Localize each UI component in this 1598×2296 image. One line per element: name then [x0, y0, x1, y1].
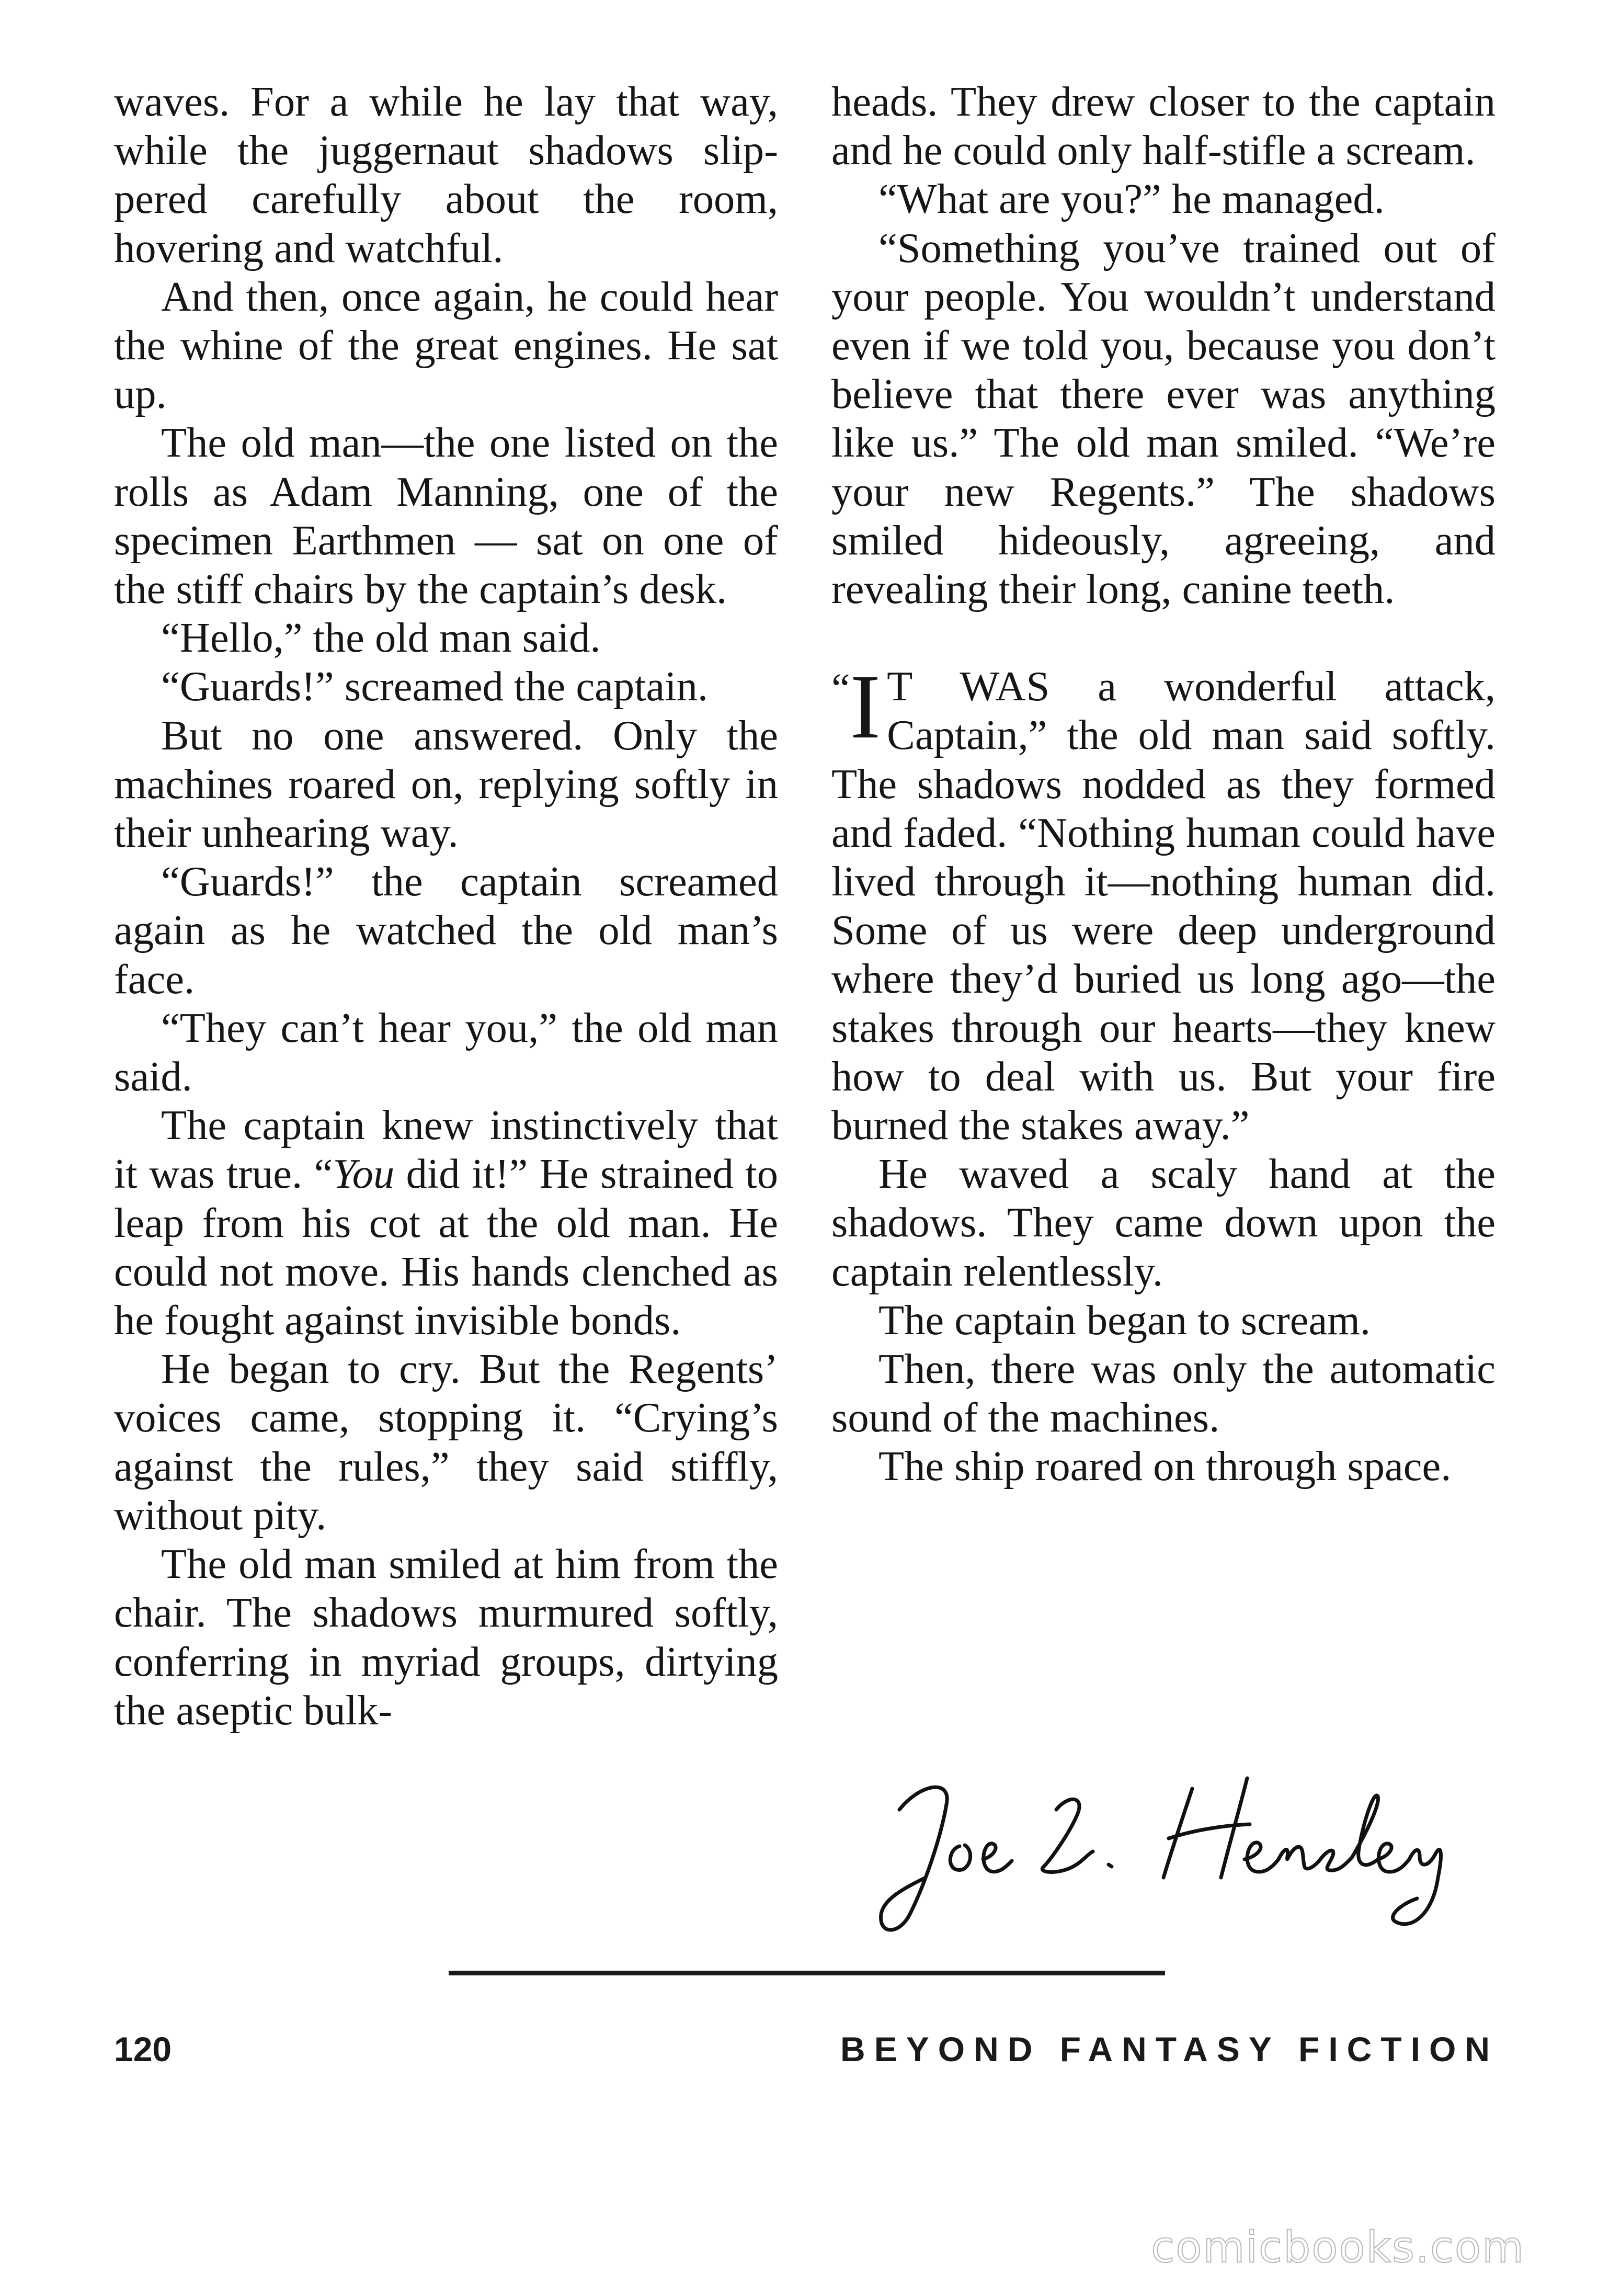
drop-cap-letter: I — [850, 656, 881, 758]
paragraph: “They can’t hear you,” the old man said. — [114, 1004, 778, 1100]
paragraph: Then, there was only the automatic sound of the machines. — [831, 1346, 1496, 1441]
small-caps-lead: T WAS — [887, 663, 1051, 710]
paragraph: “Guards!” the captain screamed again as he watched the old man’s face. — [114, 858, 778, 1003]
paragraph: The old man—the one listed on the rolls as Adam Manning, one of the specimen Earthmen — sat on one of the stiff chairs by the captain’s desk. — [114, 419, 778, 613]
author-signature — [863, 1747, 1511, 1946]
paragraph: “What are you?” he managed. — [878, 176, 1385, 223]
divider-rule — [449, 1971, 1165, 1975]
drop-cap-quote: “ — [831, 666, 850, 712]
paragraph: The captain began to scream. — [878, 1297, 1371, 1344]
paragraph: The old man smiled at him from the chair. The shadows murmured softly, conferring in myriad groups, dirtying the aseptic bulk- — [114, 1541, 778, 1734]
paragraph: “Hello,” the old man said. — [161, 615, 601, 662]
paragraph: waves. For a while he lay that way, while the juggernaut shadows slippered carefully about the room, hovering and watchful. — [114, 78, 778, 271]
text-run: a wonderful attack, Captain,” the old man said softly. The shadows nodded as they formed and faded. “Nothing human could have lived through it—nothing human did. Some of us were deep underground where they’d buried us long ago—the stakes through our hearts—they knew how to deal with us. But your fire burned the stakes away.” — [831, 663, 1496, 1149]
paragraph: He waved a scaly hand at the shadows. They came down upon the captain relentlessly. — [831, 1151, 1496, 1295]
paragraph: He began to cry. But the Regents’ voices came, stopping it. “Crying’s against the rules,” they said stiffly, without pity. — [114, 1346, 778, 1539]
paragraph: The ship roared on through space. — [878, 1443, 1452, 1490]
section-opening-paragraph — [831, 656, 1496, 1150]
italic-text: You — [333, 1151, 395, 1198]
magazine-title: BEYOND FANTASY FICTION — [840, 2030, 1499, 2068]
paragraph: But no one answered. Only the machines roared on, replying softly in their unhearing way. — [114, 712, 778, 857]
text-column-left — [114, 77, 778, 1735]
page-number: 120 — [114, 2030, 172, 2068]
paragraph: “Guards!” screamed the captain. — [161, 663, 708, 710]
text-column-right — [831, 77, 1496, 1491]
paragraph: “Something you’ve trained out of your people. You wouldn’t understand even if we told you, because you don’t believe that there ever was anything like us.” The old man smiled. “We’re your new Regents.” The shadows smiled hideously, agreeing, and revealing their long, canine teeth. — [831, 224, 1496, 613]
paragraph — [114, 1101, 778, 1345]
paragraph: heads. They drew closer to the captain and he could only half-stifle a scream. — [831, 78, 1496, 174]
watermark: comicbooks.com — [1151, 2223, 1525, 2272]
paragraph: And then, once again, he could hear the whine of the great engines. He sat up. — [114, 273, 778, 418]
drop-cap — [831, 656, 881, 758]
text-run: The captain knew instinctively that it was true. “ — [114, 1102, 778, 1198]
text-run: did it!” He strained to leap from his cot at the old man. He could not move. His hands clenched as he fought against invisible bonds. — [114, 1151, 778, 1344]
